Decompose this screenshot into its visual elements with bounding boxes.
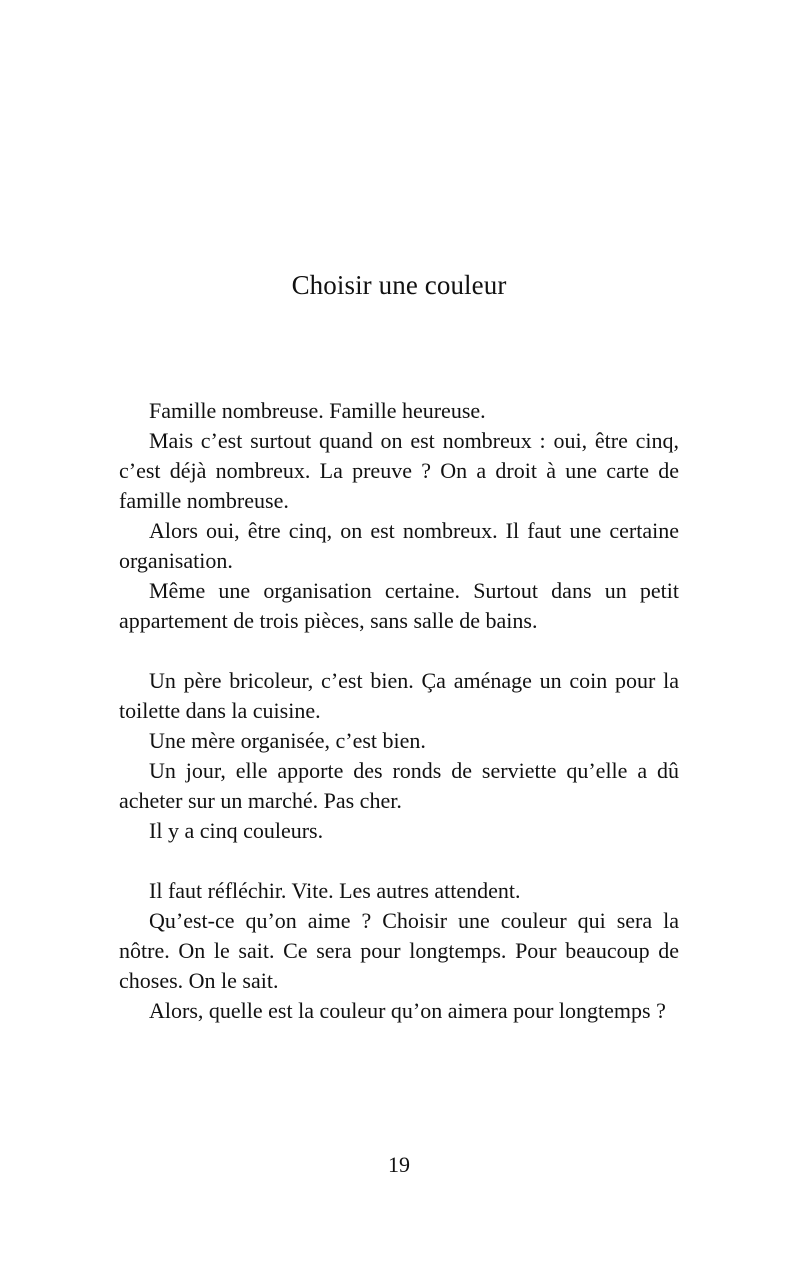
paragraph: Alors oui, être cinq, on est nombreux. Il faut une certaine organisation. <box>119 518 679 573</box>
paragraph: Une mère organisée, c’est bien. <box>149 728 426 753</box>
chapter-body <box>119 396 679 1026</box>
paragraph: Famille nombreuse. Famille heureuse. <box>149 398 486 423</box>
paragraph: Qu’est-ce qu’on aime ? Choisir une couleur qui sera la nôtre. On le sait. Ce sera pour longtemps. Pour beaucoup de choses. On le sait. <box>119 908 679 993</box>
section-break <box>119 846 679 876</box>
paragraph: Un père bricoleur, c’est bien. Ça aménage un coin pour la toilette dans la cuisine. <box>119 668 679 723</box>
paragraph: Même une organisation certaine. Surtout dans un petit appartement de trois pièces, sans salle de bains. <box>119 578 679 633</box>
paragraph: Mais c’est surtout quand on est nombreux : oui, être cinq, c’est déjà nombreux. La preuve ? On a droit à une carte de famille nombreuse. <box>119 428 679 513</box>
chapter-title: Choisir une couleur <box>291 270 507 300</box>
paragraph: Il y a cinq couleurs. <box>149 818 324 843</box>
page-number: 19 <box>388 1152 410 1177</box>
paragraph: Alors, quelle est la couleur qu’on aimera pour longtemps ? <box>149 998 666 1023</box>
section-break <box>119 636 679 666</box>
paragraph: Il faut réfléchir. Vite. Les autres attendent. <box>149 878 521 903</box>
paragraph: Un jour, elle apporte des ronds de serviette qu’elle a dû acheter sur un marché. Pas cher. <box>119 758 679 813</box>
